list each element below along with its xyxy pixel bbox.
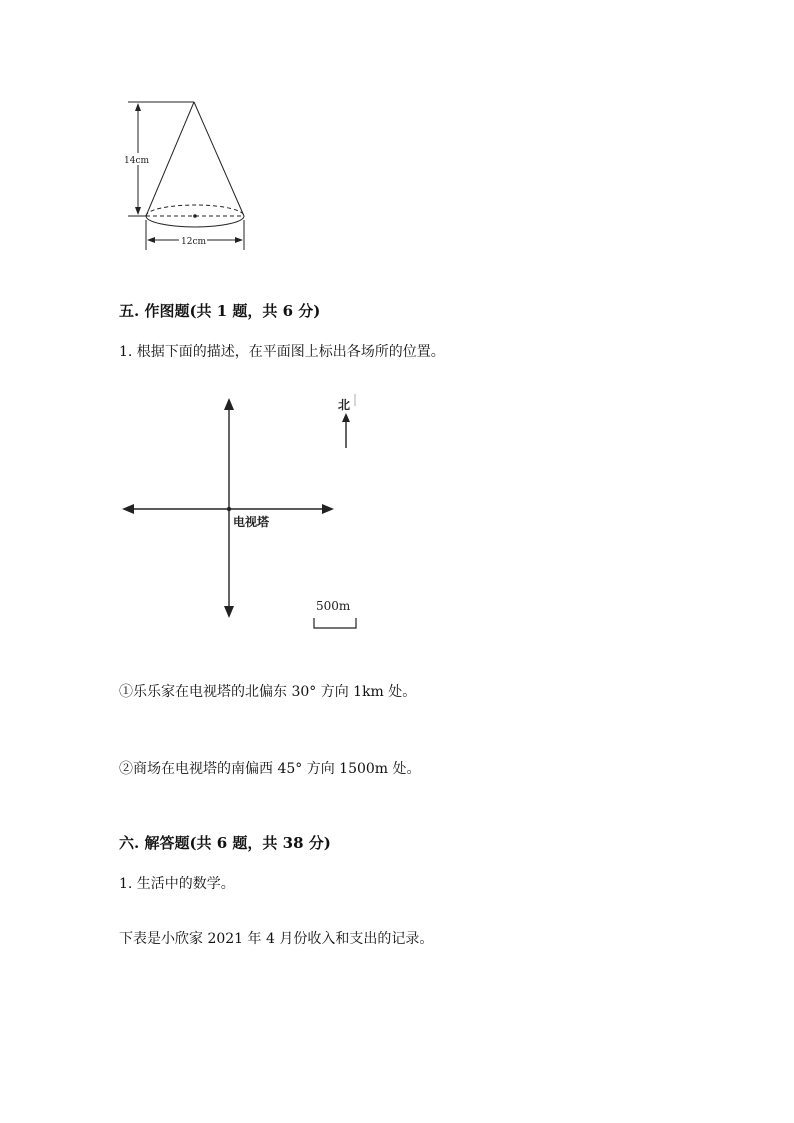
cone-height-label: 14cm bbox=[124, 156, 150, 166]
map-figure bbox=[118, 388, 368, 638]
map-arrow-down bbox=[224, 606, 234, 618]
map-arrow-up bbox=[224, 398, 234, 410]
map-arrow-left bbox=[122, 504, 134, 514]
map-svg bbox=[118, 388, 368, 638]
section5-item-1: ①乐乐家在电视塔的北偏东 30° 方向 1km 处。 bbox=[119, 684, 417, 700]
map-center-label: 电视塔 bbox=[233, 515, 270, 529]
cone-figure bbox=[110, 92, 260, 257]
cone-left-side bbox=[146, 102, 194, 216]
section5-item-2: ②商场在电视塔的南偏西 45° 方向 1500m 处。 bbox=[119, 761, 421, 777]
cone-width-arrow-left bbox=[147, 237, 155, 243]
cone-height-arrow-bottom bbox=[135, 207, 141, 215]
section6-question-1-desc: 下表是小欣家 2021 年 4 月份收入和支出的记录。 bbox=[119, 931, 434, 947]
map-scale-label: 500m bbox=[316, 599, 351, 613]
map-north-label: 北 bbox=[338, 398, 351, 412]
cone-svg bbox=[110, 92, 260, 257]
cone-center-dot bbox=[193, 214, 197, 218]
map-arrow-right bbox=[322, 504, 334, 514]
cone-width-arrow-right bbox=[235, 237, 243, 243]
north-arrow-icon bbox=[342, 413, 350, 422]
cone-height-arrow-top bbox=[135, 103, 141, 111]
section6-title: 六. 解答题(共 6 题，共 38 分) bbox=[119, 834, 331, 852]
section5-question-1: 1. 根据下面的描述，在平面图上标出各场所的位置。 bbox=[119, 344, 445, 360]
section6-question-1: 1. 生活中的数学。 bbox=[119, 876, 235, 892]
cone-width-label: 12cm bbox=[181, 237, 207, 247]
map-center-dot bbox=[227, 507, 231, 511]
section5-title: 五. 作图题(共 1 题，共 6 分) bbox=[119, 302, 321, 320]
cone-right-side bbox=[194, 102, 244, 216]
map-scale-bar bbox=[314, 618, 356, 628]
